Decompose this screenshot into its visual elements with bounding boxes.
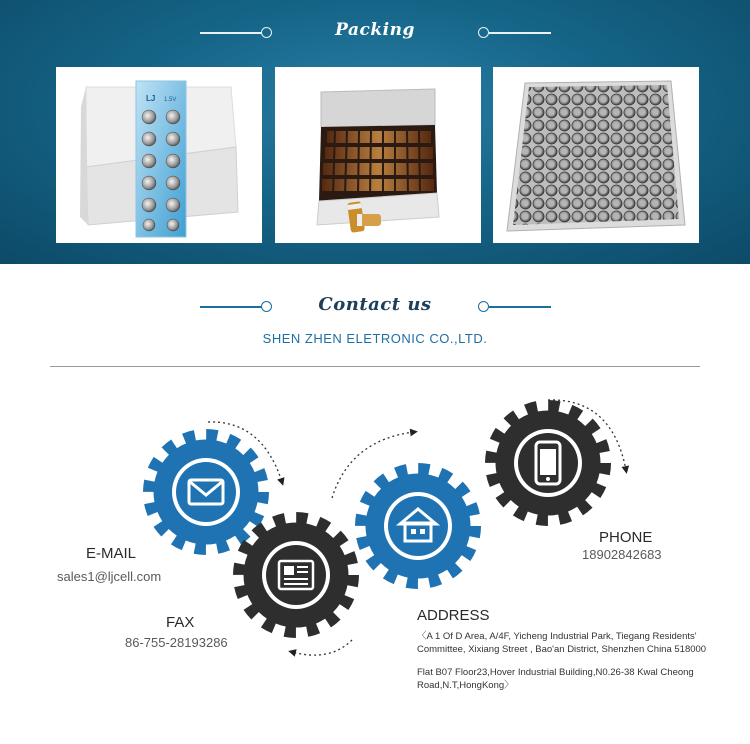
address-line-4: Road,N.T,HongKong〉: [417, 680, 514, 691]
voltage-text: 1.5V: [164, 97, 177, 103]
address-line-2: Committee, Xixiang Street , Bao'an District, Shenzhen China 518000: [417, 644, 707, 655]
address-gear: [364, 472, 472, 580]
arrow-arc: [292, 640, 352, 655]
fax-value: 86-755-28193286: [125, 635, 228, 650]
phone-label: PHONE: [599, 529, 653, 546]
address-line-1: 〈A 1 Of D Area, A/4F, Yicheng Industrial Park, Tiegang Residents': [417, 631, 697, 642]
phone-value: 18902842683: [582, 547, 662, 562]
email-value[interactable]: sales1@ljcell.com: [57, 569, 162, 584]
fax-gear: [242, 521, 350, 629]
svg-text:LJ: LJ: [146, 94, 156, 103]
phone-gear: [494, 409, 602, 517]
email-label: E-MAIL: [86, 545, 137, 562]
contact-title: Contact us: [318, 294, 432, 315]
address-label: ADDRESS: [417, 607, 490, 624]
fax-label: FAX: [166, 614, 195, 631]
packing-title: Packing: [335, 20, 415, 40]
address-line-3: Flat B07 Floor23,Hover Industrial Building,N0.26-38 Kwal Cheong: [417, 667, 694, 678]
email-gear: [152, 438, 260, 546]
company-name: SHEN ZHEN ELETRONIC CO.,LTD.: [262, 331, 488, 346]
